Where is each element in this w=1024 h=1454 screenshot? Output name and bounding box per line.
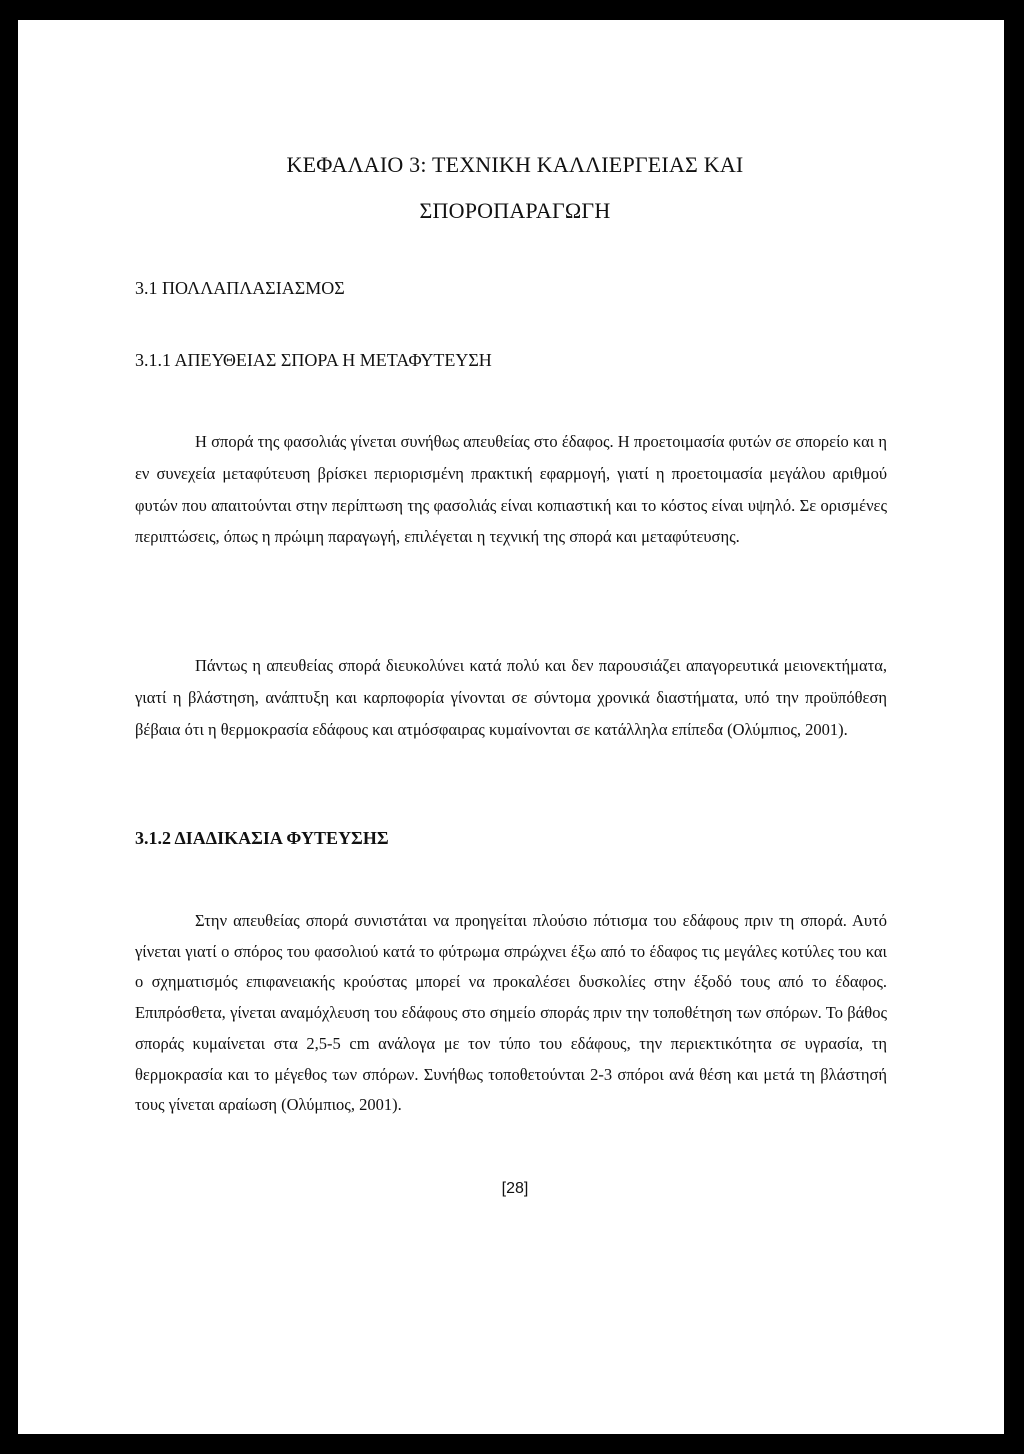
page-number: [28] xyxy=(501,1180,529,1197)
section-heading-3-1-2: 3.1.2 ΔΙΑΔΙΚΑΣΙΑ ΦΥΤΕΥΣΗΣ xyxy=(135,828,389,848)
section-heading-3-1: 3.1 ΠΟΛΛΑΠΛΑΣΙΑΣΜΟΣ xyxy=(135,278,345,298)
document-page xyxy=(18,20,1004,1434)
paragraph-direct-sowing: Η σπορά της φασολιάς γίνεται συνήθως απευθείας στο έδαφος. Η προετοιμασία φυτών σε σπορείο και η εν συνεχεία μεταφύτευση βρίσκει περιορισμένη πρακτική εφαρμογή, γιατί η προετοιμασία μεγάλου αριθμού φυτών που απαιτούνται στην περίπτωση της φασολιάς είναι κοπιαστική και το κόστος είναι υψηλό. Σε ορισμένες περιπτώσεις, όπως η πρώιμη παραγωγή, επιλέγεται η τεχνική της σπορά και μεταφύτευσης. xyxy=(135,432,887,547)
section-heading-3-1-1: 3.1.1 ΑΠΕΥΘΕΙΑΣ ΣΠΟΡΑ Η ΜΕΤΑΦΥΤΕΥΣΗ xyxy=(135,350,492,370)
paragraph-planting-process: Στην απευθείας σπορά συνιστάται να προηγείται πλούσιο πότισμα του εδάφους πριν τη σπορά. Αυτό γίνεται γιατί ο σπόρος του φασολιού κατά το φύτρωμα σπρώχνει έξω από το έδαφος τις μεγάλες κοτύλες του και ο σχηματισμός επιφανειακής κρούστας μπορεί να προκαλέσει δυσκολίες στην έξοδό τους από το έδαφος. Επιπρόσθετα, γίνεται αναμόχλευση του εδάφους στο σημείο σποράς πριν την τοποθέτηση των σπόρων. Το βάθος σποράς κυμαίνεται στα 2,5-5 cm ανάλογα με τον τύπο του εδάφους, την περιεκτικότητα σε υγρασία, τη θερμοκρασία και το μέγεθος των σπόρων. Συνήθως τοποθετούνται 2-3 σπόροι ανά θέση και μετά τη βλάστησή τους γίνεται αραίωση (Ολύμπιος, 2001). xyxy=(135,911,887,1115)
chapter-title-line-1: ΚΕΦΑΛΑΙΟ 3: ΤΕΧΝΙΚΗ ΚΑΛΛΙΕΡΓΕΙΑΣ ΚΑΙ xyxy=(286,152,744,177)
chapter-title-line-2: ΣΠΟΡΟΠΑΡΑΓΩΓΗ xyxy=(419,198,611,223)
paragraph-direct-sowing-advantages: Πάντως η απευθείας σπορά διευκολύνει κατά πολύ και δεν παρουσιάζει απαγορευτικά μειονεκτήματα, γιατί η βλάστηση, ανάπτυξη και καρποφορία γίνονται σε σύντομα χρονικά διαστήματα, υπό την προϋπόθεση βέβαια ότι η θερμοκρασία εδάφους και ατμόσφαιρας κυμαίνονται σε κατάλληλα επίπεδα (Ολύμπιος, 2001). xyxy=(135,656,887,739)
